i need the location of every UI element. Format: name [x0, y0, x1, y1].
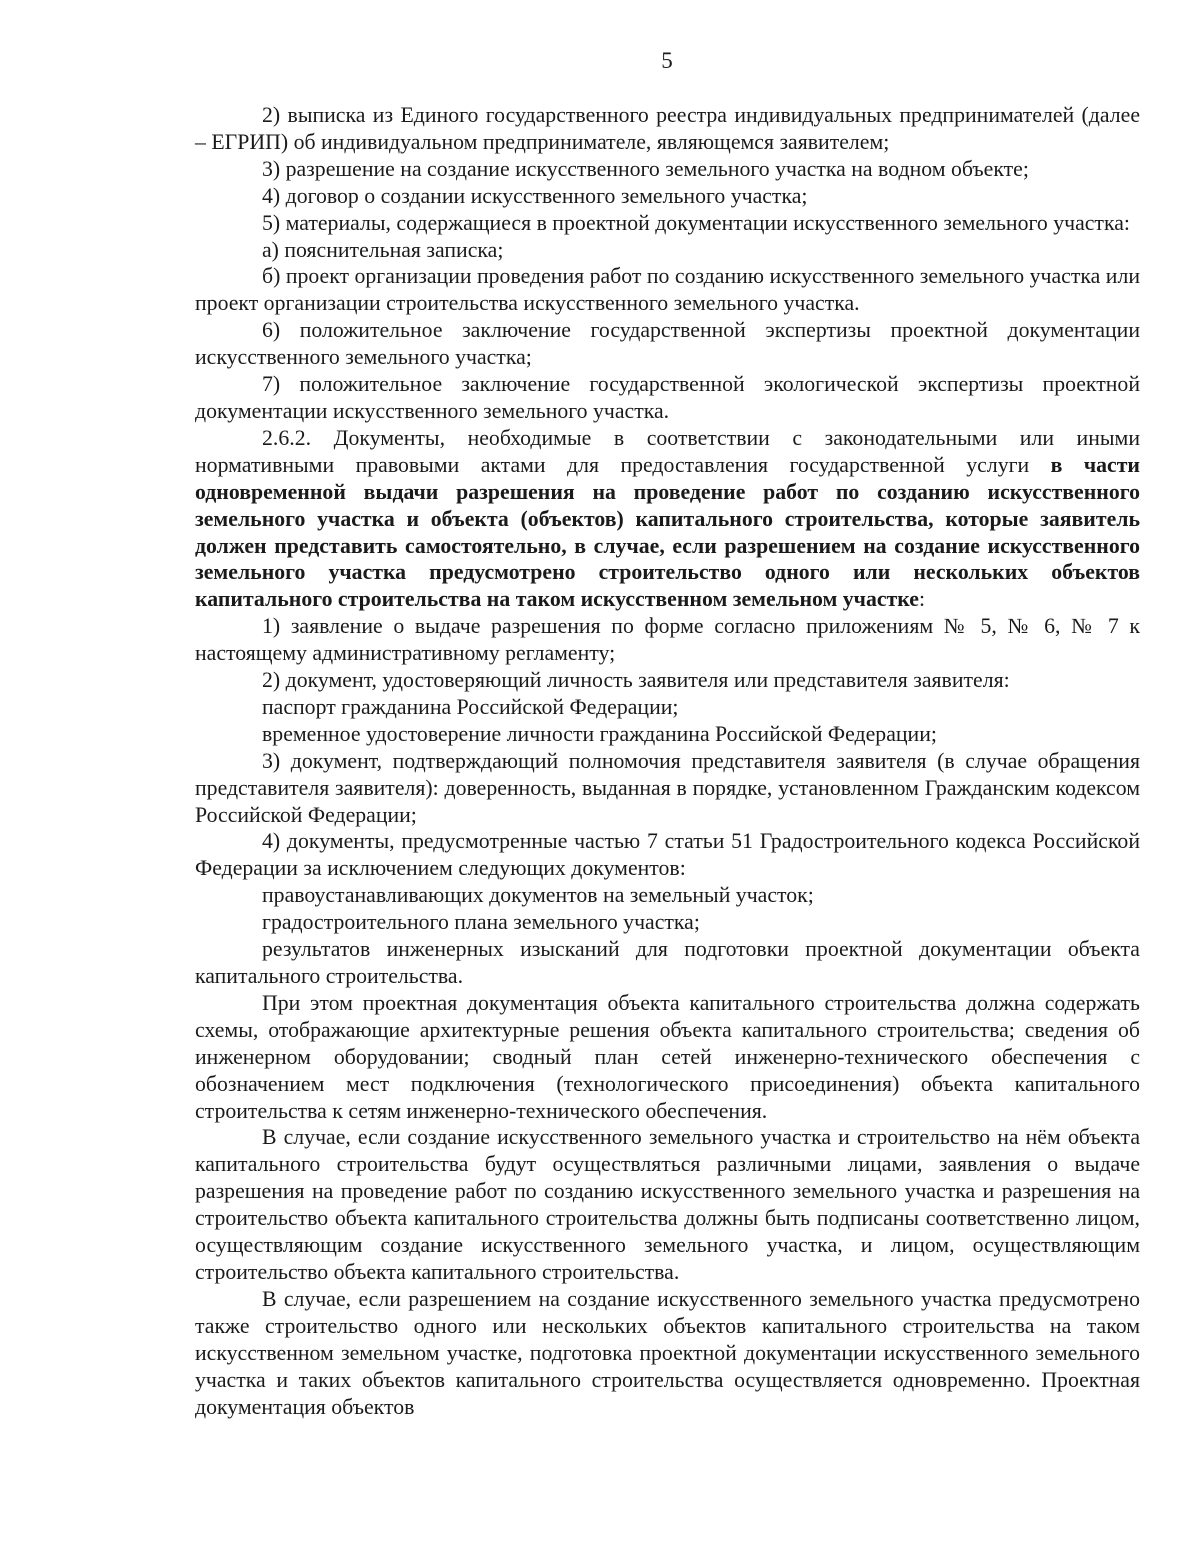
paragraph: При этом проектная документация объекта капитального строительства должна содержать схемы, отображающие архитектурные решения объекта капитального строительства; сведения об инженерном оборудовании; сводный план сетей инженерно-технического обеспечения с обозначением мест подключения (технологического присоединения) объекта капитального строительства к сетям инженерно-технического обеспечения.: [195, 990, 1140, 1123]
page-number: 5: [661, 48, 673, 73]
paragraph: В случае, если создание искусственного земельного участка и строительство на нём объекта капитального строительства будут осуществляться различными лицами, заявления о выдаче разрешения на проведение работ по созданию искусственного земельного участка и разрешения на строительство объекта капитального строительства должны быть подписаны соответственно лицом, осуществляющим создание искусственного земельного участка, и лицом, осуществляющим строительство объекта капитального строительства.: [195, 1125, 1140, 1284]
document-body: [195, 102, 1140, 1420]
paragraph: 1) заявление о выдаче разрешения по форме согласно приложениям № 5, № 6, № 7 к настоящему административному регламенту;: [195, 614, 1140, 666]
paragraph: 3) разрешение на создание искусственного земельного участка на водном объекте;: [262, 156, 1029, 181]
paragraph: В случае, если разрешением на создание искусственного земельного участка предусмотрено также строительство одного или нескольких объектов капитального строительства на таком искусственном земельном участке, подготовка проектной документации искусственного земельного участка и таких объектов капитального строительства осуществляется одновременно. Проектная документация объектов: [195, 1286, 1140, 1419]
paragraph: а) пояснительная записка;: [262, 237, 504, 262]
paragraph-2-6-2-bold: в части одновременной выдачи разрешения на проведение работ по созданию искусственного земельного участка и объекта (объектов) капитального строительства, которые заявитель должен представить самостоятельно, в случае, если разрешением на создание искусственного земельного участка предусмотрено строительство одного или нескольких объектов капитального строительства на таком искусственном земельном участке: [195, 452, 1140, 612]
paragraph: градостроительного плана земельного участка;: [262, 910, 700, 935]
paragraph: 4) документы, предусмотренные частью 7 статьи 51 Градостроительного кодекса Российской Федерации за исключением следующих документов:: [195, 829, 1140, 881]
paragraph: 3) документ, подтверждающий полномочия представителя заявителя (в случае обращения представителя заявителя): доверенность, выданная в порядке, установленном Гражданским кодексом Российской Федерации;: [195, 748, 1140, 827]
paragraph: паспорт гражданина Российской Федерации;: [262, 694, 679, 719]
paragraph: результатов инженерных изысканий для подготовки проектной документации объекта капитального строительства.: [195, 937, 1140, 988]
paragraph-2-6-2-plain: 2.6.2. Документы, необходимые в соответствии с законодательными или иными нормативными правовыми актами для предоставления государственной услуги: [195, 425, 1140, 477]
paragraph: правоустанавливающих документов на земельный участок;: [262, 883, 814, 908]
paragraph: б) проект организации проведения работ по созданию искусственного земельного участка или проект организации строительства искусственного земельного участка.: [195, 264, 1140, 316]
paragraph-2-6-2: [195, 425, 1140, 613]
paragraph: временное удостоверение личности гражданина Российской Федерации;: [262, 721, 937, 746]
paragraph-2-6-2-tail: :: [918, 587, 926, 612]
paragraph: 6) положительное заключение государственной экспертизы проектной документации искусственного земельного участка;: [195, 318, 1140, 370]
paragraph: 2) выписка из Единого государственного реестра индивидуальных предпринимателей (далее – ЕГРИП) об индивидуальном предпринимателе, являющемся заявителем;: [195, 103, 1140, 154]
paragraph: 7) положительное заключение государственной экологической экспертизы проектной документации искусственного земельного участка.: [195, 372, 1140, 423]
paragraph: 4) договор о создании искусственного земельного участка;: [262, 183, 808, 208]
paragraph: 2) документ, удостоверяющий личность заявителя или представителя заявителя:: [262, 668, 1010, 693]
paragraph: 5) материалы, содержащиеся в проектной документации искусственного земельного участка:: [262, 210, 1130, 235]
